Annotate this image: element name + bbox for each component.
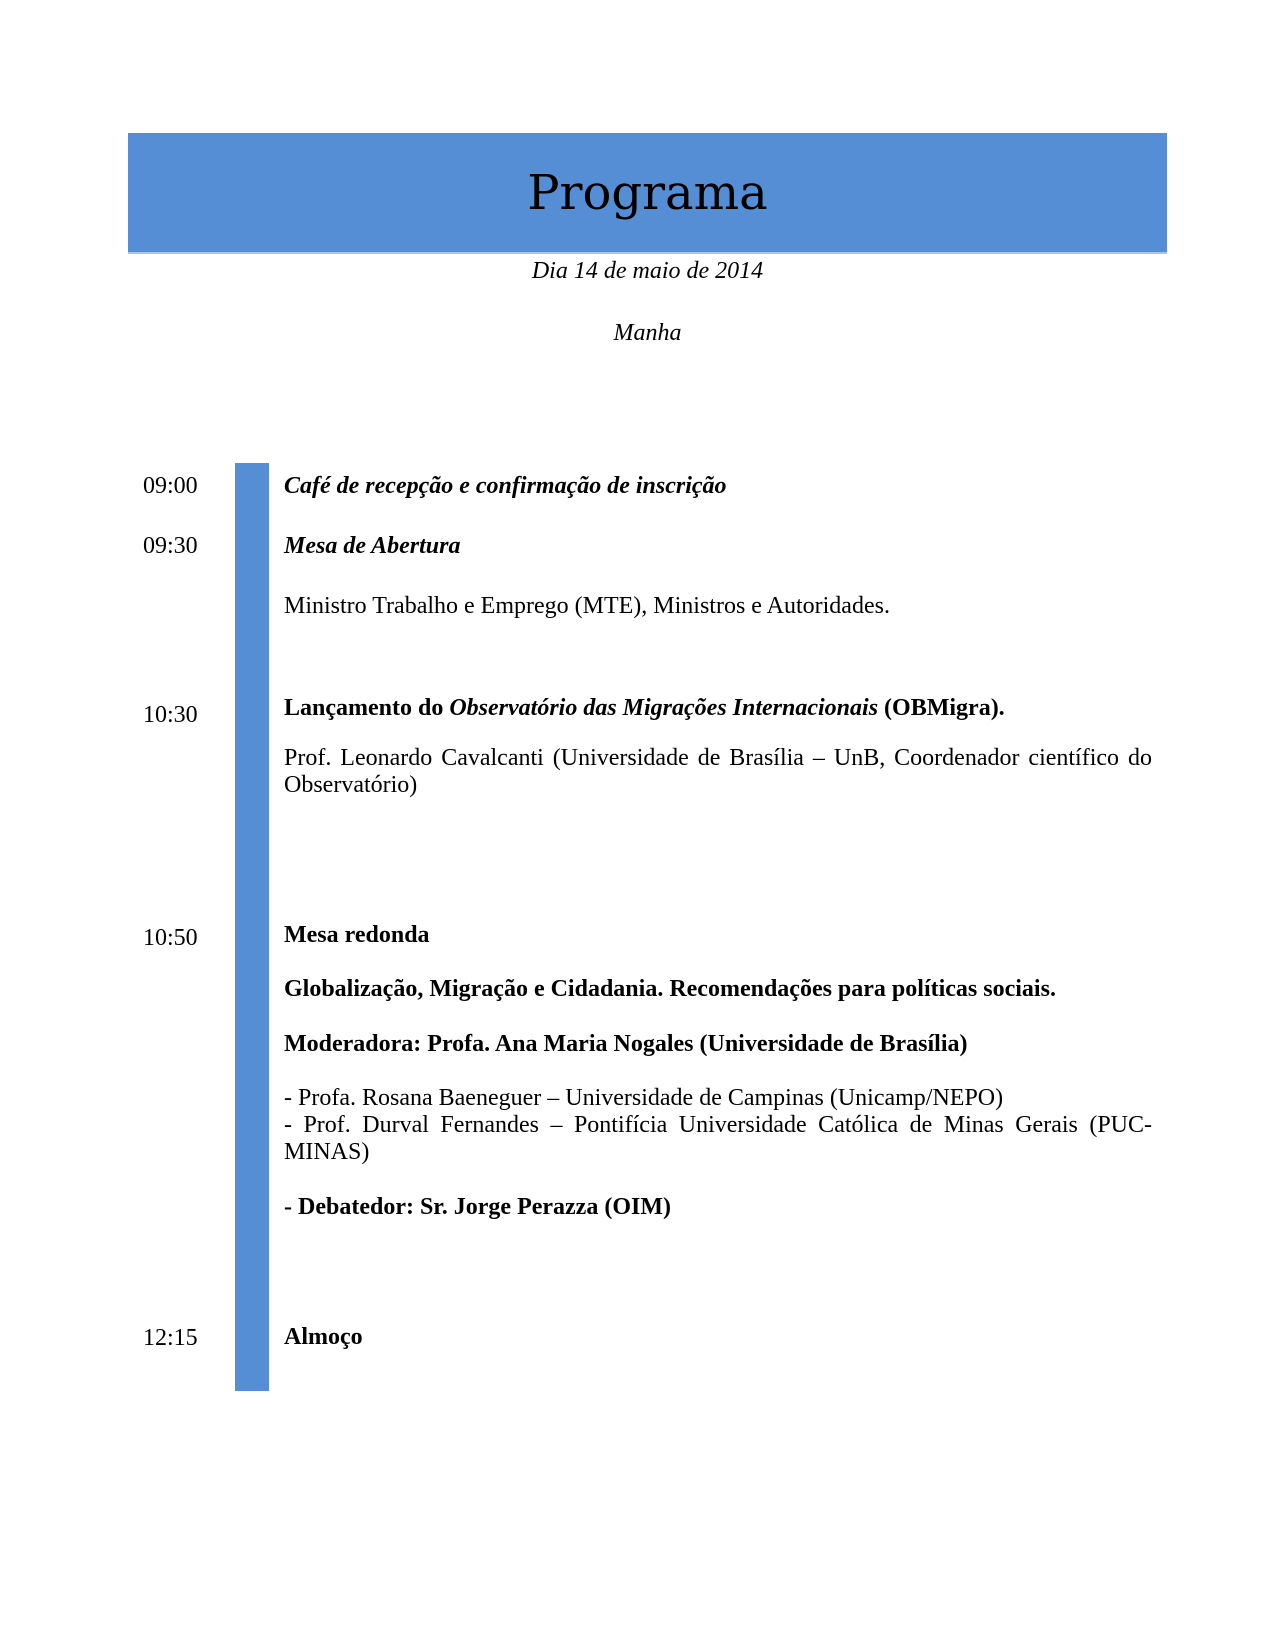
event-date: Dia 14 de maio de 2014 — [531, 258, 764, 284]
item-title-roundtable: Mesa redonda — [284, 922, 430, 948]
roundtable-theme: Globalização, Migração e Cidadania. Recomendações para políticas sociais. — [284, 976, 1056, 1002]
item-title-welcome-coffee: Café de recepção e confirmação de inscrição — [284, 473, 727, 499]
time-1050: 10:50 — [143, 925, 198, 951]
time-1215: 12:15 — [143, 1325, 198, 1351]
timeline-bar — [235, 463, 269, 1391]
item-detail-opening: Ministro Trabalho e Emprego (MTE), Ministros e Autoridades. — [284, 593, 890, 619]
launch-observatory-name: Observatório das Migrações Internacionais — [449, 695, 879, 721]
launch-suffix: (OBMigra). — [878, 695, 1005, 721]
session-period: Manha — [613, 320, 682, 346]
launch-prefix: Lançamento do — [284, 695, 450, 721]
item-title-launch — [284, 695, 1152, 722]
time-1030: 10:30 — [143, 702, 198, 728]
time-0930: 09:30 — [143, 533, 198, 559]
roundtable-debater: - Debatedor: Sr. Jorge Perazza (OIM) — [284, 1194, 671, 1220]
item-title-opening: Mesa de Abertura — [284, 533, 461, 559]
page-title: Programa — [527, 165, 768, 221]
roundtable-speaker: - Prof. Durval Fernandes – Pontifícia Universidade Católica de Minas Gerais (PUC-MINAS) — [284, 1112, 1152, 1165]
roundtable-speaker: - Profa. Rosana Baeneguer – Universidade de Campinas (Unicamp/NEPO) — [284, 1085, 1004, 1111]
time-0900: 09:00 — [143, 473, 198, 499]
item-detail-launch: Prof. Leonardo Cavalcanti (Universidade de Brasília – UnB, Coordenador científico do Observatório) — [284, 745, 1152, 798]
item-title-lunch: Almoço — [284, 1324, 363, 1350]
title-banner — [128, 133, 1167, 254]
roundtable-moderator: Moderadora: Profa. Ana Maria Nogales (Universidade de Brasília) — [284, 1031, 968, 1057]
